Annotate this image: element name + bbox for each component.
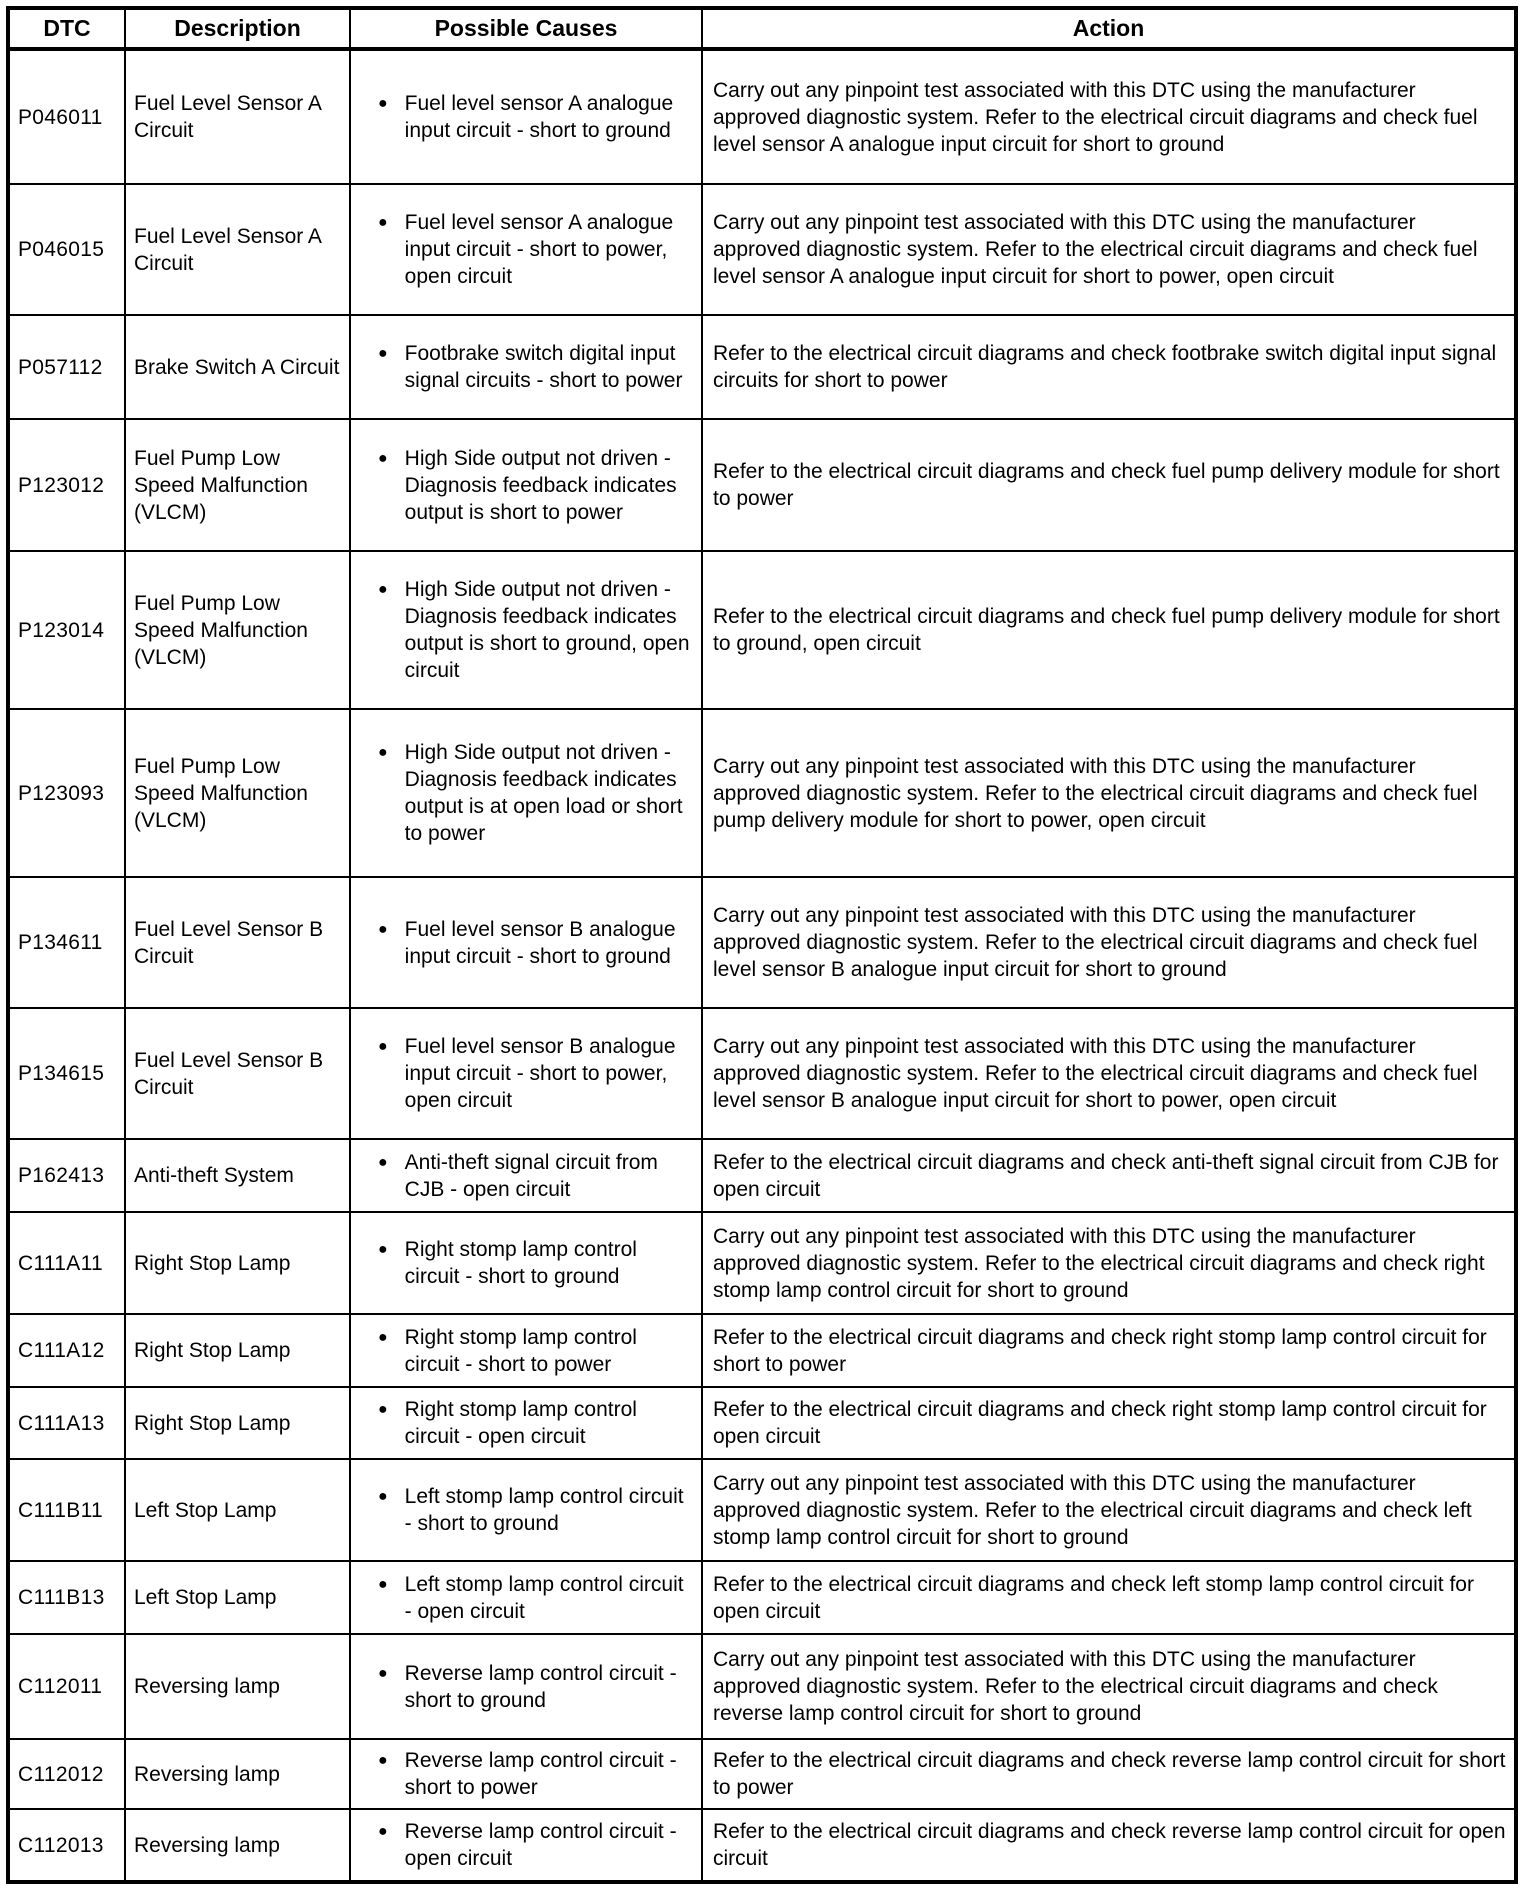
dtc-description: Reversing lamp (125, 1809, 350, 1882)
cause-text: Right stomp lamp control circuit - short to power (404, 1325, 637, 1376)
dtc-code: C112013 (8, 1809, 125, 1882)
dtc-code: C112011 (8, 1634, 125, 1739)
possible-causes-cell (350, 315, 702, 419)
action-text: Refer to the electrical circuit diagrams and check fuel pump delivery module for short to ground, open circuit (702, 551, 1516, 709)
dtc-code: P123014 (8, 551, 125, 709)
cause-text: Left stomp lamp control circuit - short to ground (404, 1485, 684, 1535)
action-text: Carry out any pinpoint test associated with this DTC using the manufacturer approved diagnostic system. Refer to the electrical circuit diagrams and check fuel level sensor B analogue input circuit for short to power, open circuit (702, 1008, 1516, 1139)
action-text: Carry out any pinpoint test associated with this DTC using the manufacturer approved diagnostic system. Refer to the electrical circuit diagrams and check left stomp lamp control circuit for short to ground (702, 1459, 1516, 1561)
bullet-icon: ● (378, 920, 388, 938)
possible-causes-cell (350, 1212, 702, 1314)
possible-causes-cell (350, 1809, 702, 1882)
action-text: Carry out any pinpoint test associated with this DTC using the manufacturer approved diagnostic system. Refer to the electrical circuit diagrams and check fuel level sensor A analogue input circuit for short to power, open circuit (702, 184, 1516, 315)
table-row (8, 1809, 1516, 1882)
table-row (8, 877, 1516, 1008)
possible-causes-cell (350, 1634, 702, 1739)
table-row (8, 1459, 1516, 1561)
possible-causes-cell (350, 1459, 702, 1561)
dtc-description: Anti-theft System (125, 1139, 350, 1212)
cause-text: High Side output not driven - Diagnosis feedback indicates output is short to power (404, 446, 677, 524)
cause-text: Right stomp lamp control circuit - open circuit (404, 1398, 637, 1448)
dtc-code: P134615 (8, 1008, 125, 1139)
dtc-code: C111A13 (8, 1387, 125, 1459)
cause-text: Right stomp lamp control circuit - short to ground (404, 1238, 637, 1288)
cause-text: Fuel level sensor A analogue input circuit - short to power, open circuit (404, 211, 674, 288)
column-header-action: Action (702, 8, 1516, 49)
table-row (8, 1739, 1516, 1809)
table-row (8, 1212, 1516, 1314)
cause-text: Reverse lamp control circuit - short to ground (404, 1661, 677, 1712)
possible-causes-cell (350, 1387, 702, 1459)
dtc-code: C111B13 (8, 1561, 125, 1634)
bullet-icon: ● (378, 1664, 388, 1682)
cause-text: Reverse lamp control circuit - short to power (404, 1749, 677, 1799)
cause-text: Reverse lamp control circuit - open circuit (404, 1820, 677, 1870)
action-text: Refer to the electrical circuit diagrams and check reverse lamp control circuit for short to power (702, 1739, 1516, 1809)
table-row (8, 709, 1516, 877)
table-row (8, 1634, 1516, 1739)
dtc-code: P046015 (8, 184, 125, 315)
dtc-code: C111A12 (8, 1314, 125, 1387)
bullet-icon: ● (378, 95, 388, 112)
dtc-description: Brake Switch A Circuit (125, 315, 350, 419)
action-text: Carry out any pinpoint test associated with this DTC using the manufacturer approved diagnostic system. Refer to the electrical circuit diagrams and check fuel pump delivery module for short to power, open circuit (702, 709, 1516, 877)
possible-causes-cell (350, 551, 702, 709)
action-text: Carry out any pinpoint test associated with this DTC using the manufacturer approved diagnostic system. Refer to the electrical circuit diagrams and check right stomp lamp control circuit for short to ground (702, 1212, 1516, 1314)
dtc-code: P057112 (8, 315, 125, 419)
table-row (8, 1008, 1516, 1139)
table-row (8, 49, 1516, 184)
cause-text: Footbrake switch digital input signal circuits - short to power (404, 342, 683, 392)
column-header-dtc: DTC (8, 8, 125, 49)
action-text: Refer to the electrical circuit diagrams and check fuel pump delivery module for short to power (702, 419, 1516, 551)
dtc-code: P162413 (8, 1139, 125, 1212)
dtc-code: C111B11 (8, 1459, 125, 1561)
dtc-description: Fuel Level Sensor A Circuit (125, 49, 350, 184)
action-text: Carry out any pinpoint test associated with this DTC using the manufacturer approved diagnostic system. Refer to the electrical circuit diagrams and check fuel level sensor B analogue input circuit for short to ground (702, 877, 1516, 1008)
dtc-description: Left Stop Lamp (125, 1459, 350, 1561)
action-text: Refer to the electrical circuit diagrams and check right stomp lamp control circuit for open circuit (702, 1387, 1516, 1459)
dtc-code: P046011 (8, 49, 125, 184)
dtc-table (6, 6, 1518, 1884)
dtc-description: Fuel Pump Low Speed Malfunction (VLCM) (125, 551, 350, 709)
possible-causes-cell (350, 1314, 702, 1387)
bullet-icon: ● (378, 1575, 388, 1593)
bullet-icon: ● (378, 1153, 388, 1171)
possible-causes-cell (350, 1008, 702, 1139)
bullet-icon: ● (378, 1752, 388, 1769)
possible-causes-cell (350, 49, 702, 184)
table-row (8, 1387, 1516, 1459)
bullet-icon: ● (378, 1401, 388, 1418)
dtc-description: Fuel Pump Low Speed Malfunction (VLCM) (125, 419, 350, 551)
column-header-possible-causes: Possible Causes (350, 8, 702, 49)
dtc-code: P123093 (8, 709, 125, 877)
dtc-description: Fuel Pump Low Speed Malfunction (VLCM) (125, 709, 350, 877)
bullet-icon: ● (378, 1241, 388, 1258)
possible-causes-cell (350, 877, 702, 1008)
dtc-description: Fuel Level Sensor B Circuit (125, 1008, 350, 1139)
possible-causes-cell (350, 419, 702, 551)
dtc-description: Right Stop Lamp (125, 1212, 350, 1314)
dtc-description: Fuel Level Sensor A Circuit (125, 184, 350, 315)
table-header-row (8, 8, 1516, 49)
action-text: Refer to the electrical circuit diagrams and check footbrake switch digital input signal circuits for short to power (702, 315, 1516, 419)
bullet-icon: ● (378, 1038, 388, 1055)
dtc-description: Reversing lamp (125, 1634, 350, 1739)
possible-causes-cell (350, 1739, 702, 1809)
bullet-icon: ● (378, 214, 388, 231)
table-row (8, 315, 1516, 419)
table-row (8, 1561, 1516, 1634)
dtc-description: Right Stop Lamp (125, 1314, 350, 1387)
bullet-icon: ● (378, 744, 388, 761)
action-text: Refer to the electrical circuit diagrams and check reverse lamp control circuit for open circuit (702, 1809, 1516, 1882)
cause-text: Left stomp lamp control circuit - open circuit (404, 1572, 684, 1623)
dtc-description: Reversing lamp (125, 1739, 350, 1809)
action-text: Carry out any pinpoint test associated with this DTC using the manufacturer approved diagnostic system. Refer to the electrical circuit diagrams and check fuel level sensor A analogue input circuit for short to ground (702, 49, 1516, 184)
action-text: Refer to the electrical circuit diagrams and check left stomp lamp control circuit for open circuit (702, 1561, 1516, 1634)
bullet-icon: ● (378, 345, 388, 362)
bullet-icon: ● (378, 581, 388, 598)
dtc-description: Left Stop Lamp (125, 1561, 350, 1634)
dtc-code: P134611 (8, 877, 125, 1008)
possible-causes-cell (350, 1139, 702, 1212)
bullet-icon: ● (378, 449, 388, 467)
bullet-icon: ● (378, 1488, 388, 1505)
dtc-code: C111A11 (8, 1212, 125, 1314)
action-text: Carry out any pinpoint test associated with this DTC using the manufacturer approved diagnostic system. Refer to the electrical circuit diagrams and check reverse lamp control circuit for short to ground (702, 1634, 1516, 1739)
dtc-description: Right Stop Lamp (125, 1387, 350, 1459)
action-text: Refer to the electrical circuit diagrams and check anti-theft signal circuit from CJB for open circuit (702, 1139, 1516, 1212)
possible-causes-cell (350, 184, 702, 315)
cause-text: Fuel level sensor A analogue input circuit - short to ground (404, 92, 674, 142)
possible-causes-cell (350, 1561, 702, 1634)
cause-text: High Side output not driven - Diagnosis feedback indicates output is at open load or short to power (404, 741, 683, 845)
cause-text: Fuel level sensor B analogue input circuit - short to power, open circuit (404, 1035, 676, 1112)
possible-causes-cell (350, 709, 702, 877)
table-row (8, 551, 1516, 709)
bullet-icon: ● (378, 1328, 388, 1346)
dtc-code: P123012 (8, 419, 125, 551)
cause-text: High Side output not driven - Diagnosis feedback indicates output is short to ground, open circuit (404, 578, 690, 682)
column-header-description: Description (125, 8, 350, 49)
table-row (8, 184, 1516, 315)
dtc-code: C112012 (8, 1739, 125, 1809)
table-row (8, 1314, 1516, 1387)
table-row (8, 1139, 1516, 1212)
dtc-description: Fuel Level Sensor B Circuit (125, 877, 350, 1008)
action-text: Refer to the electrical circuit diagrams and check right stomp lamp control circuit for short to power (702, 1314, 1516, 1387)
bullet-icon: ● (378, 1823, 388, 1840)
cause-text: Fuel level sensor B analogue input circuit - short to ground (404, 917, 676, 968)
table-row (8, 419, 1516, 551)
cause-text: Anti-theft signal circuit from CJB - open circuit (404, 1150, 658, 1201)
